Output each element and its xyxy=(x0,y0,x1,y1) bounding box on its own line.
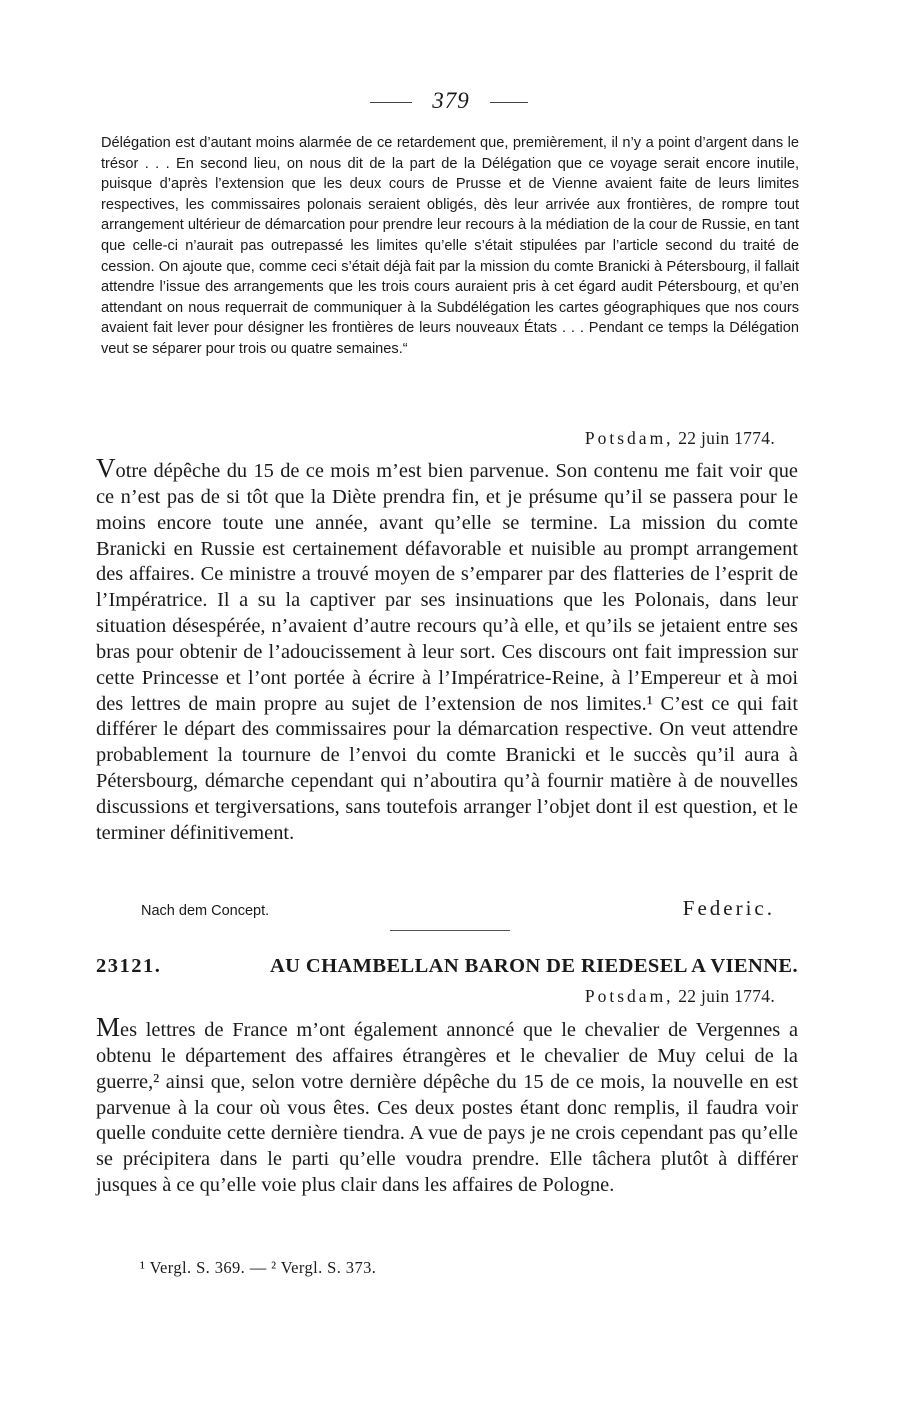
page-number: 379 xyxy=(432,88,470,113)
footnotes: ¹ Vergl. S. 369. — ² Vergl. S. 373. xyxy=(140,1258,377,1277)
header-rule-right xyxy=(490,102,528,103)
letter2-body: Mes lettres de France m’ont également annoncé que le chevalier de Vergennes a obtenu le département des affaires étrangères et le chevalier de Muy celui de la guerre,² ainsi que, selon votre dernière dépêche du 15 de ce mois, la nouvelle en est parvenue à la cour où vous êtes. Ces deux postes étant donc remplis, il faudra voir quelle conduite cette dernière tiendra. A vue de pays je ne crois cependant pas qu’elle se précipitera dans le parti qu’elle voudra prendre. Elle tâchera plutôt à différer jusques à ce qu’elle voie plus clair dans les affaires de Pologne. xyxy=(96,1012,798,1197)
letter2-number: 23121. xyxy=(96,955,162,977)
header-rule-left xyxy=(370,102,412,103)
letter2-dateline xyxy=(440,986,775,1007)
letter2-heading xyxy=(96,955,798,978)
letter1-body: Votre dépêche du 15 de ce mois m’est bien parvenue. Son contenu me fait voir que ce n’est pas de si tôt que la Diète prendra fin, et je présume qu’il se passera pour le moins encore toute une année, avant qu’elle se termine. La mission du comte Branicki en Russie est certainement défavorable et nuisible au prompt arrangement des affaires. Ce ministre a trouvé moyen de s’emparer par des flatteries de l’esprit de l’Impératrice. Il a su la captiver par ses insinuations que les Polonais, dans leur situation désespérée, n’avaient d’autre recours qu’à elle, et qu’ils se jetaient entre ses bras pour obtenir de l’adoucissement à leur sort. Ces discours ont fait impression sur cette Princesse et l’ont portée à écrire à l’Impératrice-Reine, à l’Empereur et à moi des lettres de main propre au sujet de l’extension de nos limites.¹ C’est ce qui fait différer le départ des commissaires pour la démarcation respective. On veut attendre probablement la tournure de l’envoi du comte Branicki et le succès qu’il aura à Pétersbourg, démarche cependant qui n’aboutira qu’à fournir matière à de nouvelles discussions et tergiversations, sans toutefois arranger l’objet dont il est question, et le terminer définitivement. xyxy=(96,453,798,844)
letter1-source: Nach dem Concept. xyxy=(141,903,270,919)
letter2-place: Potsdam, xyxy=(584,986,674,1006)
letter2-title: AU CHAMBELLAN BARON DE RIEDESEL A VIENNE. xyxy=(269,955,798,977)
section-divider xyxy=(390,930,510,931)
letter1-date: 22 juin 1774. xyxy=(678,428,775,448)
page-header xyxy=(0,88,900,118)
quoted-report: Délégation est d’autant moins alarmée de ce retardement que, premièrement, il n’y a point d’argent dans le trésor . . . En second lieu, on nous dit de la part de la Délégation que ce voyage serait encore inutile, puisque d’après l’extension que les deux cours de Prusse et de Vienne avaient faite de leurs limites respectives, les commissaires polonais seraient obligés, dès leur arrivée aux frontières, de rompre tout arrangement ultérieur de démarcation pour prendre leur recours à la médiation de la cour de Russie, en tant que celle-ci n’aurait pas outrepassé les limites qu’elle s’était stipulées par l’article second du traité de cession. On ajoute que, comme ceci s’était déjà fait par la mission du comte Branicki à Pétersbourg, il fallait attendre l’issue des arrangements que les trois cours auraient pris à cet égard audit Pétersbourg, et qu’en attendant on nous requerrait de communiquer à la Subdélégation les cartes géographiques que nos cours avaient fait lever pour désigner les frontières de leurs nouveaux États . . . Pendant ce temps la Délégation veut se séparer pour trois ou quatre semaines.“ xyxy=(101,135,799,357)
letter1-signature: Federic. xyxy=(682,896,775,920)
letter2-date: 22 juin 1774. xyxy=(678,986,775,1006)
letter1-place: Potsdam, xyxy=(584,428,674,448)
letter1-dateline xyxy=(440,428,775,449)
